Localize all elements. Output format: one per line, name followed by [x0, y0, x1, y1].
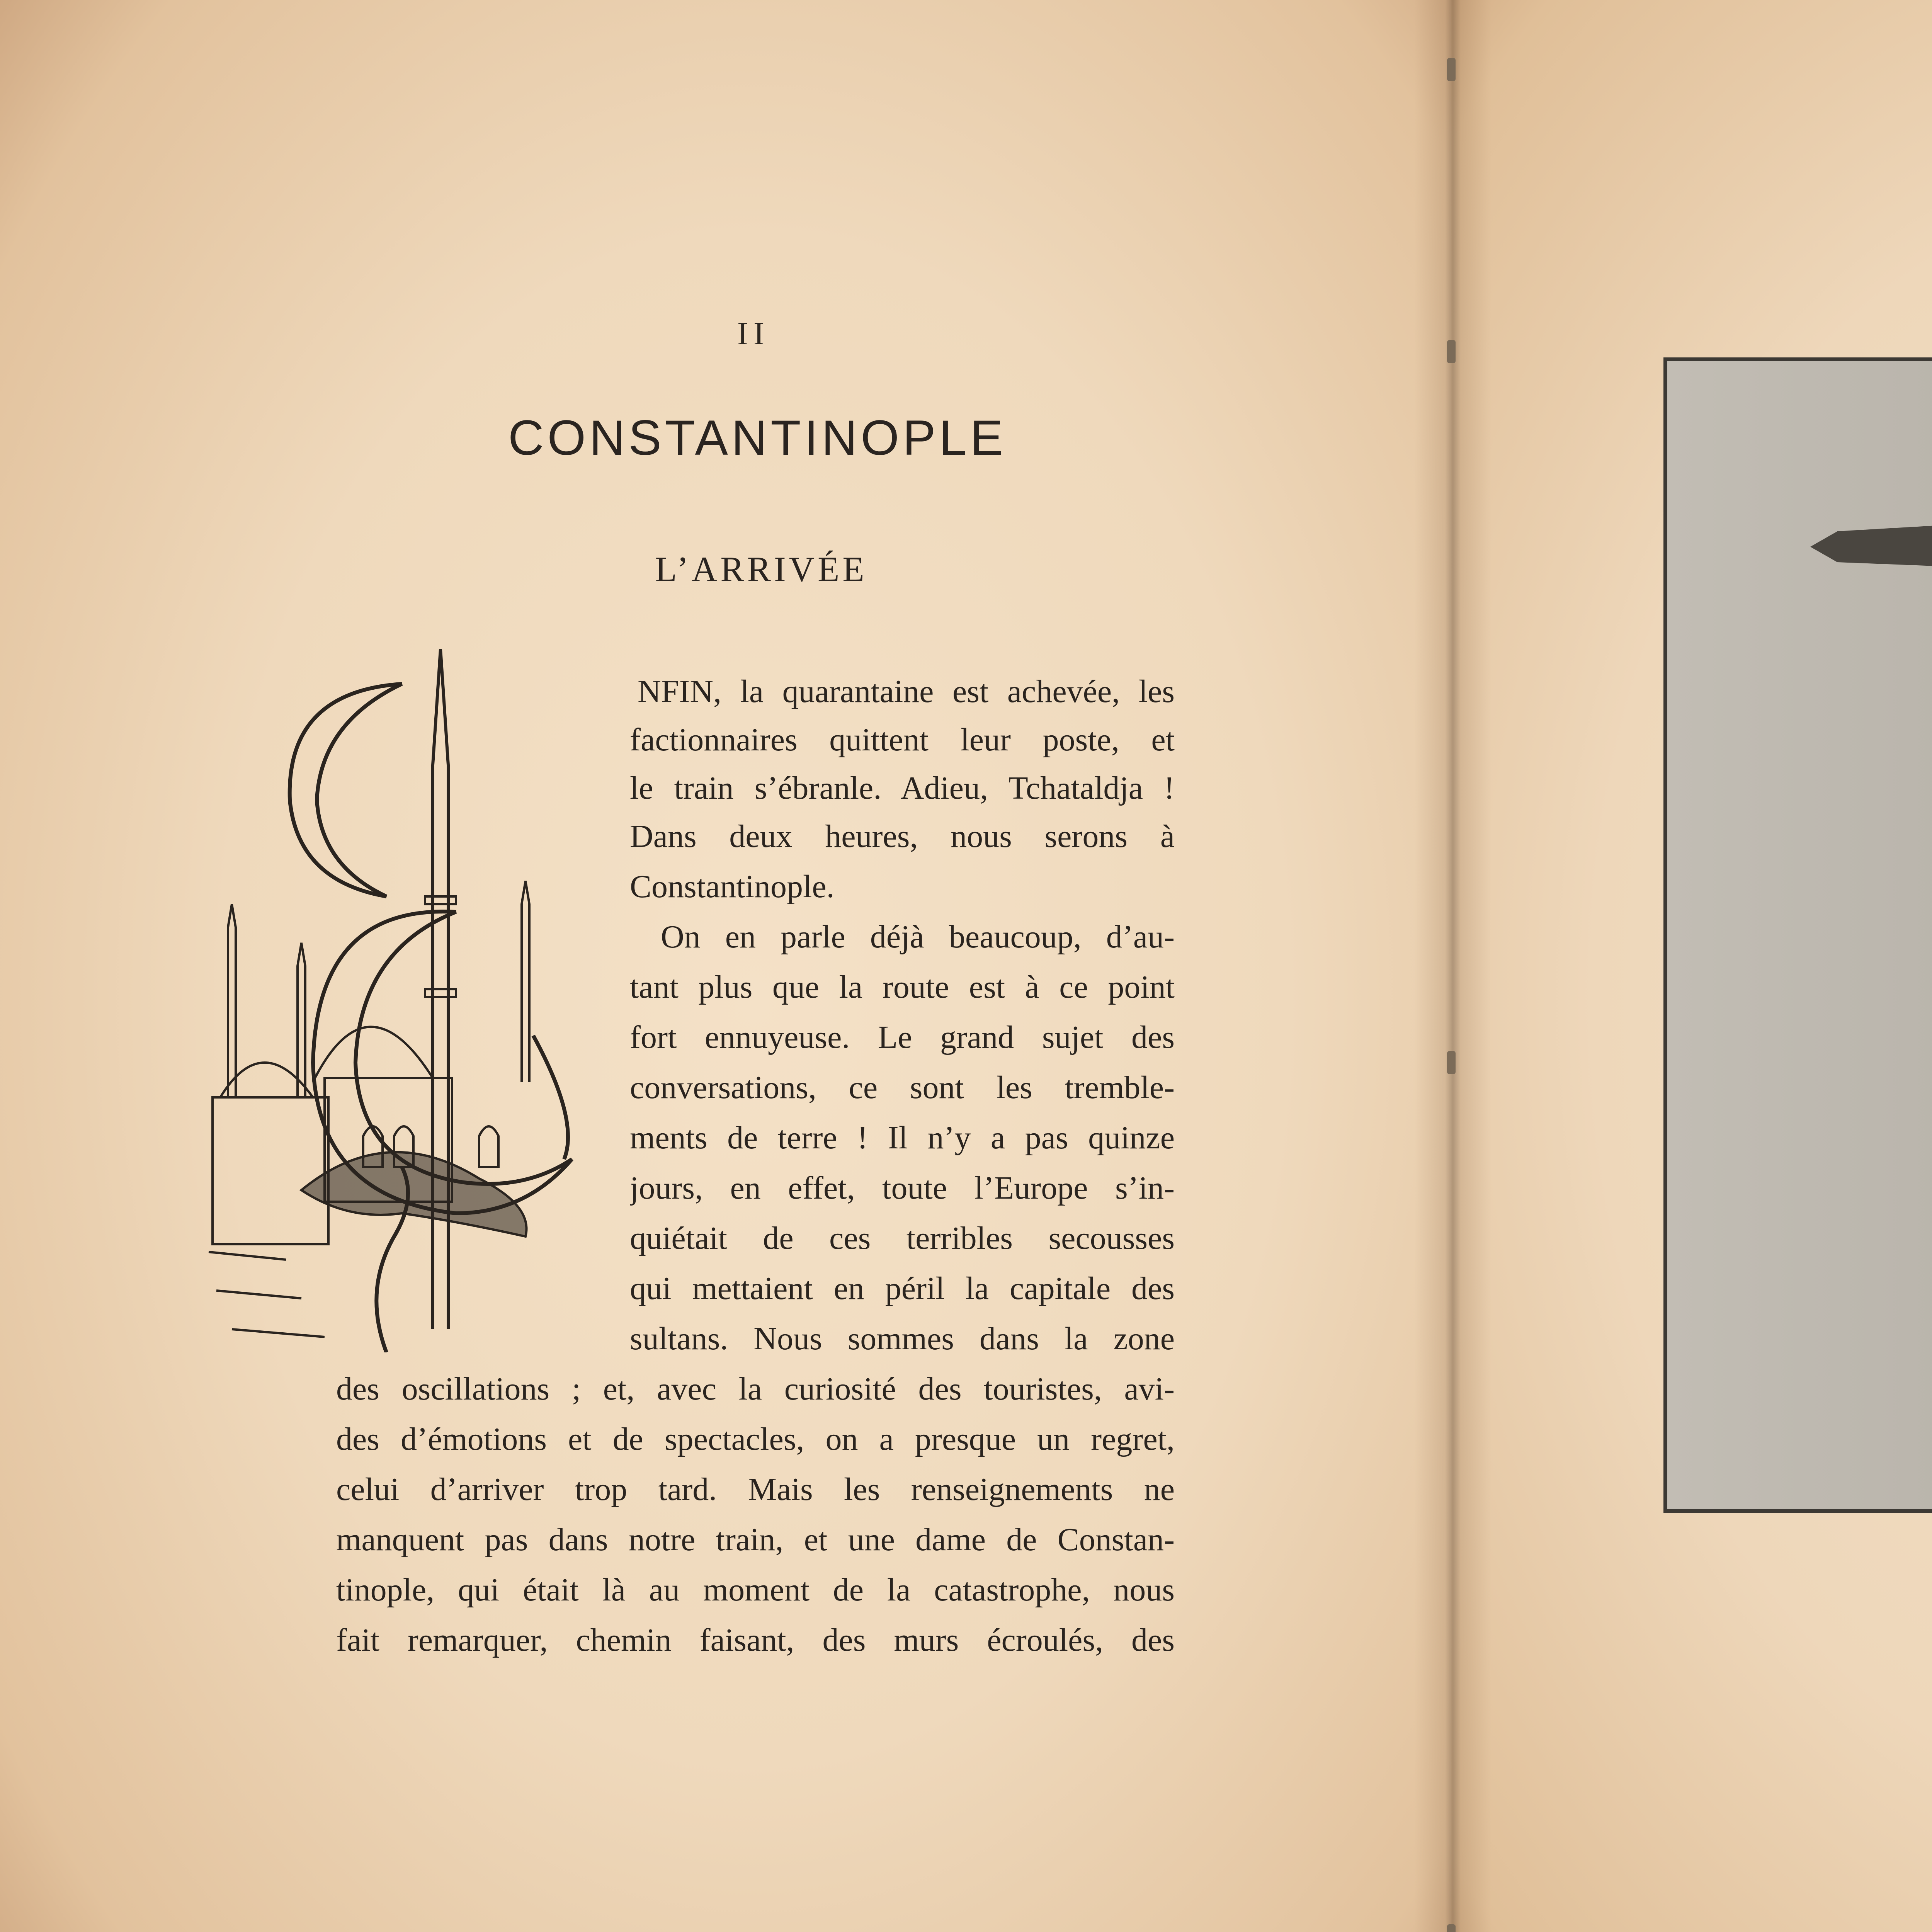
hippodrome-photograph	[1667, 361, 1932, 1509]
section-title: L’ARRIVÉE	[655, 549, 867, 589]
text-line: Constantinople.	[630, 869, 835, 905]
text-line: fort ennuyeuse. Le grand sujet des	[630, 1019, 1175, 1055]
text-line: sultans. Nous sommes dans la zone	[630, 1321, 1175, 1357]
text-line: NFIN, la quarantaine est achevée, les	[638, 673, 1175, 709]
text-line: factionnaires quittent leur poste, et	[630, 722, 1175, 758]
binding-stitch	[1447, 1924, 1456, 1932]
binding-stitch	[1447, 58, 1456, 81]
chapter-title: CONSTANTINOPLE	[508, 410, 1007, 466]
text-line: quiétait de ces terribles secousses	[630, 1220, 1175, 1256]
photo-plate	[1663, 357, 1932, 1513]
text-line: tant plus que la route est à ce point	[630, 969, 1175, 1005]
text-line: jours, en effet, toute l’Europe s’in-	[630, 1170, 1175, 1206]
text-line: conversations, ce sont les tremble-	[630, 1070, 1175, 1105]
text-line: des oscillations ; et, avec la curiosité des touristes, avi-	[336, 1371, 1175, 1407]
book-gutter	[1414, 0, 1492, 1932]
binding-stitch	[1447, 340, 1456, 363]
text-line: celui d’arriver trop tard. Mais les renseignements ne	[336, 1471, 1175, 1507]
text-line: manquent pas dans notre train, et une dame de Constan-	[336, 1522, 1175, 1558]
mosque-dome-left	[220, 1063, 313, 1097]
text-line: qui mettaient en péril la capitale des	[630, 1270, 1175, 1306]
text-line: ments de terre ! Il n’y a pas quinze	[630, 1120, 1175, 1156]
binding-stitch	[1447, 1051, 1456, 1074]
text-line: des d’émotions et de spectacles, on a presque un regret,	[336, 1421, 1175, 1457]
text-line: le train s’ébranle. Adieu, Tchataldja !	[630, 770, 1175, 806]
text-line: Dans deux heures, nous serons à	[630, 818, 1175, 854]
text-line: tinople, qui était là au moment de la catastrophe, nous	[336, 1572, 1175, 1608]
chapter-number: II	[737, 316, 770, 352]
text-line: fait remarquer, chemin faisant, des murs écroulés, des	[336, 1622, 1175, 1658]
text-line: On en parle déjà beaucoup, d’au-	[661, 919, 1175, 955]
dropcap-illustration	[185, 634, 603, 1352]
